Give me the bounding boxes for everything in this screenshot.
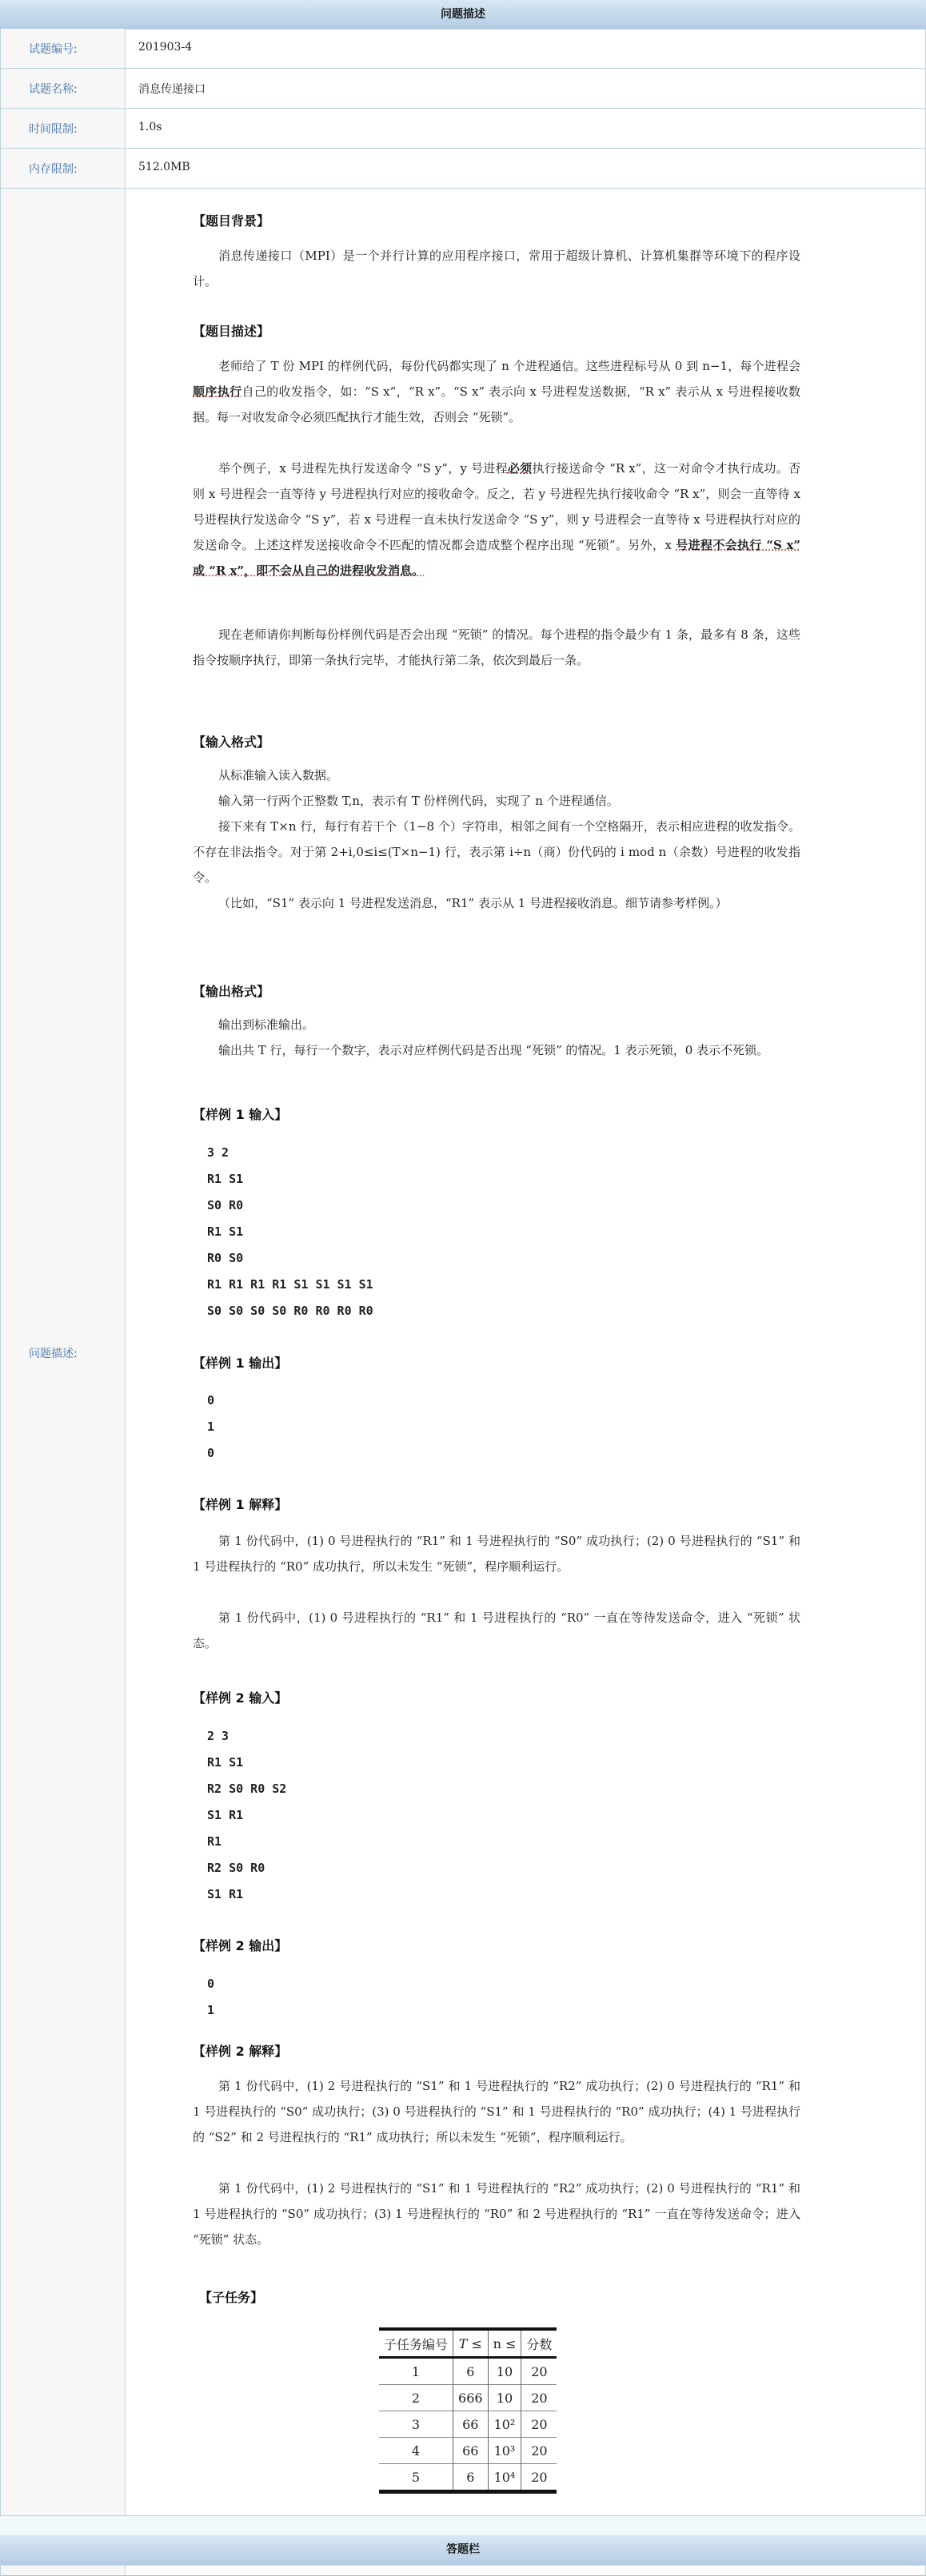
subtask-table-header: 子任务编号 T ≤ n ≤ 分数: [379, 2329, 557, 2358]
section-title-sample2-output: 【样例 2 输出】: [193, 1938, 288, 1953]
answer-bar-header: 答题栏: [0, 2535, 926, 2566]
table-row: 2 666 10 20: [379, 2385, 557, 2411]
info-label: 时间限制:: [29, 123, 78, 136]
section-title-sample2-explain: 【样例 2 解释】: [193, 2044, 288, 2059]
input-format-p4: （比如，“S1” 表示向 1 号进程发送消息，“R1” 表示从 1 号进程接收消息。细节请参考样例。）: [218, 896, 728, 910]
info-label: 试题名称:: [29, 83, 78, 96]
sample1-output-code: 0 1 0: [207, 1393, 215, 1460]
section-title-sample1-output: 【样例 1 输出】: [193, 1356, 288, 1371]
info-value: 1.0s: [138, 121, 162, 133]
output-format-p2: 输出共 T 行，每行一个数字，表示对应样例代码是否出现 “死锁” 的情况。1 表示死锁，0 表示不死锁。: [218, 1043, 769, 1057]
input-format-p2: 输入第一行两个正整数 T,n，表示有 T 份样例代码，实现了 n 个进程通信。: [218, 794, 619, 808]
table-row: 4 66 10³ 20: [379, 2438, 557, 2464]
sample2-input-code: 2 3 R1 S1 R2 S0 R0 S2 S1 R1 R1 R2 S0 R0 S1 R1: [207, 1729, 287, 1901]
table-row: 5 6 10⁴ 20: [379, 2464, 557, 2492]
section-title-input-format: 【输入格式】: [193, 735, 270, 750]
table-row: 1 6 10 20: [379, 2358, 557, 2385]
info-value: 512.0MB: [138, 161, 190, 173]
description-paragraph-2: 举个例子，x 号进程先执行发送命令 “S y”，y 号进程必须执行接送命令 “R x”，这一对命令才执行成功。否则 x 号进程会一直等待 y 号进程执行对应的接收命令。反之，若 y 号进程先执行接收命令 “R x”，则会一直等待 x 号进程执行发送命令 “S y”，若 x 号进程一直未执行发送命令 “S y”，则 y 号进程会一直等待 x 号进程执行对应的发送命令。上述这样发送接收命令不匹配的情况都会造成整个程序出现 “死锁”。另外，x 号进程不会执行 “S x” 或 “R x”，即不会从自己的进程收发消息。: [193, 461, 800, 578]
section-spacer: [0, 2516, 926, 2535]
table-row: 3 66 10² 20: [379, 2411, 557, 2438]
info-row-time-limit: [0, 109, 926, 149]
sample1-input-code: 3 2 R1 S1 S0 R0 R1 S1 R0 S0 R1 R1 R1 R1 S1 S1 S1 S1 S0 S0 S0 S0 R0 R0 R0 R0: [207, 1145, 373, 1318]
sample2-explain-p2: 第 1 份代码中，(1) 2 号进程执行的 “S1” 和 1 号进程执行的 “R2” 成功执行；(2) 0 号进程执行的 “R1” 和 1 号进程执行的 “S0” 成功执行；(3) 1 号进程执行的 “R0” 和 2 号进程执行的 “R1” 一直在等待发送命令；进入 “死锁” 状态。: [193, 2181, 800, 2247]
sample2-output-code: 0 1: [207, 1977, 215, 2017]
background-text: 消息传递接口（MPI）是一个并行计算的应用程序接口，常用于超级计算机、计算机集群等环境下的程序设计。: [193, 249, 800, 289]
info-label: 内存限制:: [29, 163, 78, 176]
description-row: [0, 189, 926, 2516]
section-title-sample2-input: 【样例 2 输入】: [193, 1690, 288, 1706]
info-row-name: [0, 69, 926, 109]
input-format-p1: 从标准输入读入数据。: [218, 768, 339, 782]
info-value: 消息传递接口: [138, 83, 206, 96]
info-row-memory-limit: [0, 149, 926, 189]
sample1-explain-p1: 第 1 份代码中，(1) 0 号进程执行的 “R1” 和 1 号进程执行的 “S0” 成功执行；(2) 0 号进程执行的 “S1” 和 1 号进程执行的 “R0” 成功执行，所以未发生 “死锁”，程序顺利运行。: [193, 1534, 800, 1574]
description-paragraph-1: 老师给了 T 份 MPI 的样例代码，每份代码都实现了 n 个进程通信。这些进程标号从 0 到 n−1，每个进程会顺序执行自己的收发指令，如：“S x”，“R x”。“S x” 表示向 x 号进程发送数据，“R x” 表示从 x 号进程接收数据。每一对收发命令必须匹配执行才能生效，否则会 “死锁”。: [193, 359, 800, 424]
answer-row: [0, 2566, 926, 2576]
sample2-explain-p1: 第 1 份代码中，(1) 2 号进程执行的 “S1” 和 1 号进程执行的 “R2” 成功执行；(2) 0 号进程执行的 “R1” 和 1 号进程执行的 “S0” 成功执行；(3) 0 号进程执行的 “S1” 和 1 号进程执行的 “R0” 成功执行；(4) 1 号进程执行的 “S2” 和 2 号进程执行的 “R1” 成功执行；所以未发生 “死锁”，程序顺利运行。: [193, 2079, 800, 2144]
info-value: 201903-4: [138, 41, 193, 54]
output-format-p1: 输出到标准输出。: [218, 1017, 315, 1032]
section-title-sample1-input: 【样例 1 输入】: [193, 1107, 288, 1122]
description-paragraph-3: 现在老师请你判断每份样例代码是否会出现 “死锁” 的情况。每个进程的指令最少有 1 条，最多有 8 条，这些指令按顺序执行，即第一条执行完毕，才能执行第二条，依次到最后一条。: [193, 627, 800, 667]
subtask-table: [379, 2327, 557, 2494]
info-row-id: [0, 29, 926, 69]
description-label: 问题描述:: [29, 1348, 78, 1360]
section-title-output-format: 【输出格式】: [193, 984, 270, 999]
input-format-p3: 接下来有 T×n 行，每行有若干个（1−8 个）字符串，相邻之间有一个空格隔开，表示相应进程的收发指令。不存在非法指令。对于第 2+i,0≤i≤(T×n−1) 行，表示第 i÷n（商）份代码的 i mod n（余数）号进程的收发指令。: [193, 819, 800, 885]
info-label: 试题编号:: [29, 43, 78, 56]
sample1-explain-p2: 第 1 份代码中，(1) 0 号进程执行的 “R1” 和 1 号进程执行的 “R0” 一直在等待发送命令，进入 “死锁” 状态。: [193, 1610, 800, 1650]
problem-header: 问题描述: [0, 0, 926, 30]
section-title-background: 【题目背景】: [193, 213, 270, 229]
section-title-subtasks: 【子任务】: [199, 2290, 264, 2305]
section-title-description: 【题目描述】: [193, 324, 270, 339]
section-title-sample1-explain: 【样例 1 解释】: [193, 1497, 288, 1512]
